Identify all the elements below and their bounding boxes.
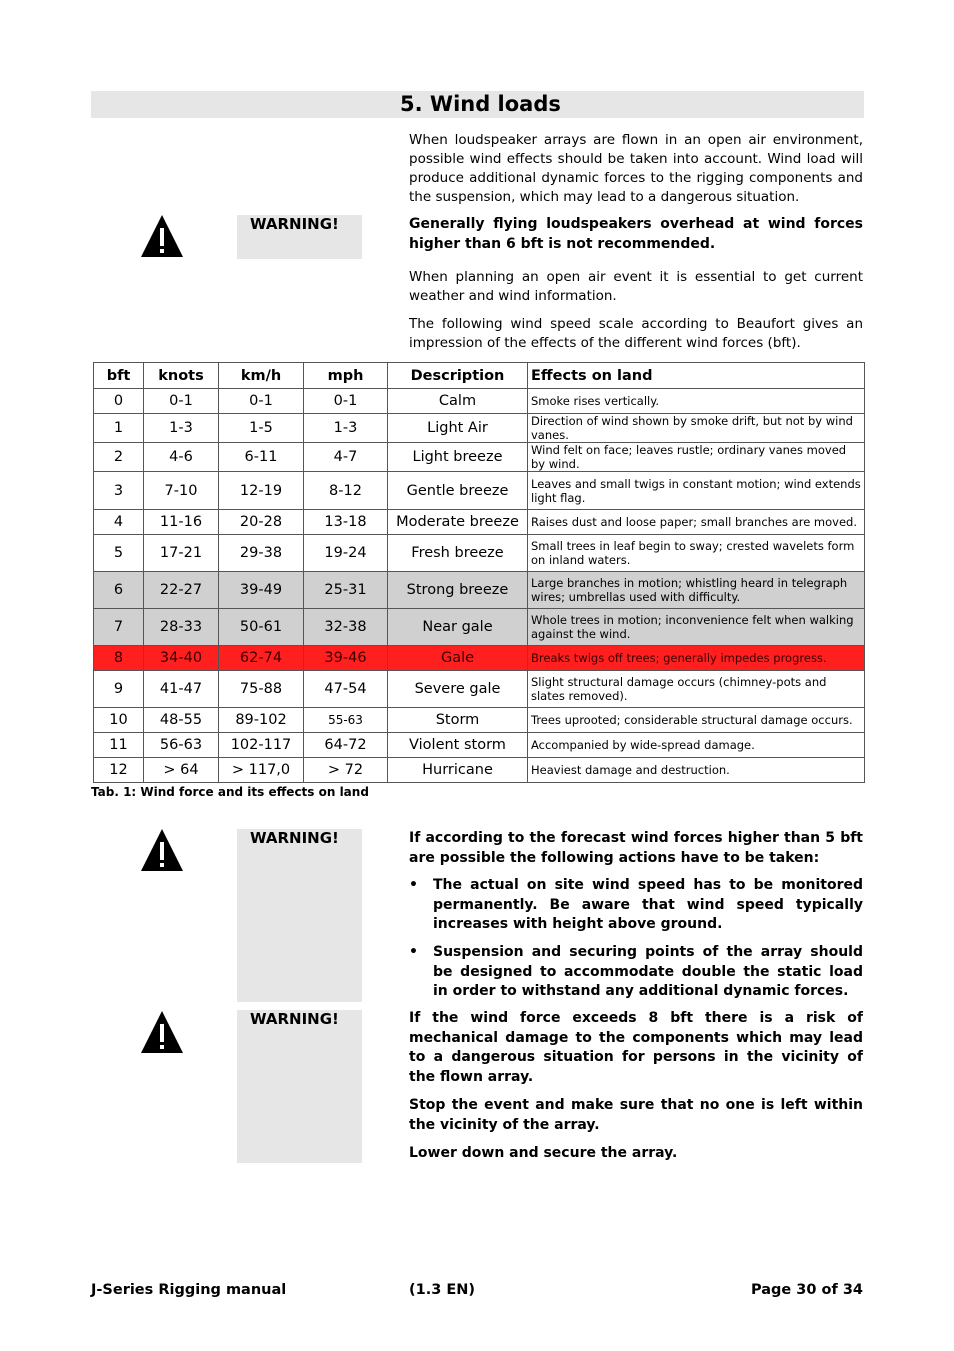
cell-knots: 11-16 bbox=[144, 510, 219, 535]
table-row bbox=[94, 472, 865, 510]
cell-knots: 48-55 bbox=[144, 708, 219, 733]
scale-intro-paragraph: The following wind speed scale according to Beaufort gives an impression of the effects of the different wind forces (bft). bbox=[409, 316, 863, 351]
column-header-description: Description bbox=[388, 363, 528, 389]
cell-kmh: 0-1 bbox=[219, 389, 304, 414]
cell-mph: 39-46 bbox=[304, 646, 388, 671]
cell-bft: 12 bbox=[94, 758, 144, 783]
cell-effect: Small trees in leaf begin to sway; crested wavelets form on inland waters. bbox=[528, 535, 865, 572]
warning-text: If the wind force exceeds 8 bft there is a risk of mechanical damage to the components which may lead to a dangerous situation for persons in the vicinity of the flown array. bbox=[409, 1010, 863, 1085]
cell-bft: 9 bbox=[94, 671, 144, 708]
cell-mph: 4-7 bbox=[304, 443, 388, 472]
cell-knots: 7-10 bbox=[144, 472, 219, 510]
table-row bbox=[94, 758, 865, 783]
cell-mph: 64-72 bbox=[304, 733, 388, 758]
table-row bbox=[94, 389, 865, 414]
cell-effect: Smoke rises vertically. bbox=[528, 389, 865, 414]
beaufort-table bbox=[93, 362, 865, 783]
table-row bbox=[94, 733, 865, 758]
cell-mph: 13-18 bbox=[304, 510, 388, 535]
cell-bft: 2 bbox=[94, 443, 144, 472]
footer-page-number: Page 30 of 34 bbox=[750, 1282, 863, 1298]
cell-mph: 47-54 bbox=[304, 671, 388, 708]
cell-description: Strong breeze bbox=[388, 572, 528, 609]
cell-knots: 4-6 bbox=[144, 443, 219, 472]
cell-kmh: 12-19 bbox=[219, 472, 304, 510]
cell-knots: 56-63 bbox=[144, 733, 219, 758]
cell-effect: Leaves and small twigs in constant motion; wind extends light flag. bbox=[528, 472, 865, 510]
table-row bbox=[94, 671, 865, 708]
warning-text: Stop the event and make sure that no one is left within the vicinity of the array. bbox=[409, 1097, 863, 1133]
cell-knots: > 64 bbox=[144, 758, 219, 783]
cell-description: Severe gale bbox=[388, 671, 528, 708]
cell-mph: 19-24 bbox=[304, 535, 388, 572]
cell-kmh: 50-61 bbox=[219, 609, 304, 646]
column-header-bft: bft bbox=[94, 363, 144, 389]
column-header-kmh: km/h bbox=[219, 363, 304, 389]
cell-bft: 8 bbox=[94, 646, 144, 671]
warning-triangle-icon bbox=[140, 828, 184, 872]
cell-description: Near gale bbox=[388, 609, 528, 646]
footer-version: (1.3 EN) bbox=[409, 1282, 476, 1298]
warning-box bbox=[237, 829, 362, 1002]
cell-kmh: 62-74 bbox=[219, 646, 304, 671]
cell-kmh: 29-38 bbox=[219, 535, 304, 572]
warning-label: WARNING! bbox=[250, 1010, 339, 1028]
cell-description: Moderate breeze bbox=[388, 510, 528, 535]
cell-mph: 32-38 bbox=[304, 609, 388, 646]
cell-description: Calm bbox=[388, 389, 528, 414]
cell-mph: 55-63 bbox=[304, 708, 388, 733]
cell-knots: 34-40 bbox=[144, 646, 219, 671]
cell-bft: 7 bbox=[94, 609, 144, 646]
table-row bbox=[94, 443, 865, 472]
cell-bft: 1 bbox=[94, 414, 144, 443]
table-header-row bbox=[94, 363, 865, 389]
cell-kmh: > 117,0 bbox=[219, 758, 304, 783]
cell-description: Gale bbox=[388, 646, 528, 671]
cell-knots: 41-47 bbox=[144, 671, 219, 708]
cell-kmh: 39-49 bbox=[219, 572, 304, 609]
warning-text: Generally flying loudspeakers overhead at wind forces higher than 6 bft is not recommended. bbox=[409, 216, 863, 252]
cell-effect: Raises dust and loose paper; small branches are moved. bbox=[528, 510, 865, 535]
intro-paragraph: When loudspeaker arrays are flown in an open air environment, possible wind effects should be taken into account. Wind load will produce additional dynamic forces to the rigging components and the suspension, which may lead to a dangerous situation. bbox=[409, 132, 863, 205]
cell-kmh: 89-102 bbox=[219, 708, 304, 733]
cell-knots: 17-21 bbox=[144, 535, 219, 572]
footer-manual-title: J-Series Rigging manual bbox=[91, 1282, 287, 1298]
cell-mph: > 72 bbox=[304, 758, 388, 783]
planning-paragraph: When planning an open air event it is essential to get current weather and wind information. bbox=[409, 269, 863, 304]
table-row bbox=[94, 414, 865, 443]
cell-mph: 1-3 bbox=[304, 414, 388, 443]
warning-text: If according to the forecast wind forces higher than 5 bft are possible the following actions have to be taken: bbox=[409, 830, 863, 866]
cell-description: Light breeze bbox=[388, 443, 528, 472]
cell-bft: 10 bbox=[94, 708, 144, 733]
cell-effect: Whole trees in motion; inconvenience felt when walking against the wind. bbox=[528, 609, 865, 646]
warning-triangle-icon bbox=[140, 1010, 184, 1054]
cell-kmh: 6-11 bbox=[219, 443, 304, 472]
column-header-mph: mph bbox=[304, 363, 388, 389]
cell-bft: 4 bbox=[94, 510, 144, 535]
cell-description: Light Air bbox=[388, 414, 528, 443]
cell-description: Gentle breeze bbox=[388, 472, 528, 510]
cell-description: Fresh breeze bbox=[388, 535, 528, 572]
cell-kmh: 75-88 bbox=[219, 671, 304, 708]
column-header-knots: knots bbox=[144, 363, 219, 389]
cell-kmh: 1-5 bbox=[219, 414, 304, 443]
cell-effect: Large branches in motion; whistling heard in telegraph wires; umbrellas used with difficulty. bbox=[528, 572, 865, 609]
table-row bbox=[94, 646, 865, 671]
cell-kmh: 102-117 bbox=[219, 733, 304, 758]
column-header-effects: Effects on land bbox=[528, 363, 865, 389]
table-caption: Tab. 1: Wind force and its effects on land bbox=[91, 785, 369, 799]
cell-kmh: 20-28 bbox=[219, 510, 304, 535]
cell-mph: 8-12 bbox=[304, 472, 388, 510]
bullet-item: • The actual on site wind speed has to be monitored permanently. Be aware that wind speed typically increases with height above ground. bbox=[409, 876, 863, 935]
cell-bft: 3 bbox=[94, 472, 144, 510]
cell-effect: Trees uprooted; considerable structural damage occurs. bbox=[528, 708, 865, 733]
cell-effect: Heaviest damage and destruction. bbox=[528, 758, 865, 783]
cell-description: Hurricane bbox=[388, 758, 528, 783]
cell-effect: Accompanied by wide-spread damage. bbox=[528, 733, 865, 758]
table-row bbox=[94, 708, 865, 733]
warning-box bbox=[237, 1010, 362, 1163]
cell-knots: 0-1 bbox=[144, 389, 219, 414]
warning-label: WARNING! bbox=[250, 215, 339, 233]
cell-bft: 11 bbox=[94, 733, 144, 758]
bullet-item: • Suspension and securing points of the array should be designed to accommodate double the static load in order to withstand any additional dynamic forces. bbox=[409, 943, 863, 1002]
table-row bbox=[94, 510, 865, 535]
cell-bft: 5 bbox=[94, 535, 144, 572]
cell-knots: 22-27 bbox=[144, 572, 219, 609]
cell-bft: 6 bbox=[94, 572, 144, 609]
cell-mph: 25-31 bbox=[304, 572, 388, 609]
cell-effect: Slight structural damage occurs (chimney-pots and slates removed). bbox=[528, 671, 865, 708]
cell-knots: 1-3 bbox=[144, 414, 219, 443]
table-row bbox=[94, 609, 865, 646]
table-row bbox=[94, 535, 865, 572]
table-row bbox=[94, 572, 865, 609]
warning-label: WARNING! bbox=[250, 829, 339, 847]
cell-mph: 0-1 bbox=[304, 389, 388, 414]
cell-effect: Wind felt on face; leaves rustle; ordinary vanes moved by wind. bbox=[528, 443, 865, 472]
cell-effect: Direction of wind shown by smoke drift, but not by wind vanes. bbox=[528, 414, 865, 443]
cell-bft: 0 bbox=[94, 389, 144, 414]
page-title: 5. Wind loads bbox=[400, 92, 561, 116]
cell-effect: Breaks twigs off trees; generally impedes progress. bbox=[528, 646, 865, 671]
warning-text: Lower down and secure the array. bbox=[409, 1145, 678, 1161]
cell-knots: 28-33 bbox=[144, 609, 219, 646]
cell-description: Violent storm bbox=[388, 733, 528, 758]
warning-triangle-icon bbox=[140, 214, 184, 258]
cell-description: Storm bbox=[388, 708, 528, 733]
